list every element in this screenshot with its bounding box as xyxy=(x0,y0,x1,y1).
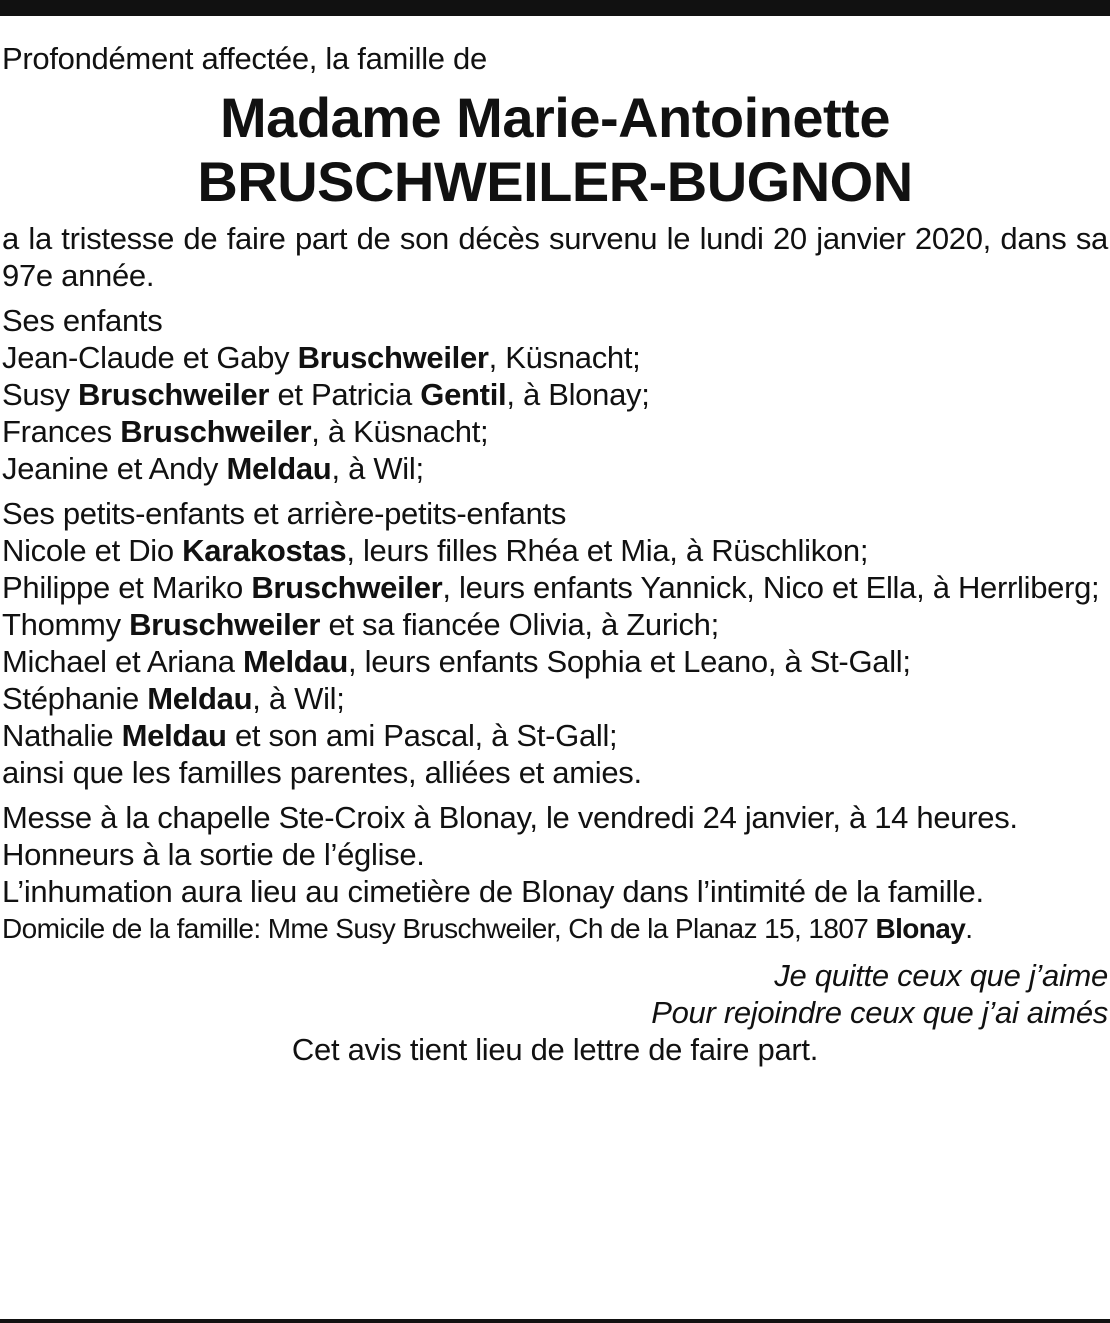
children-heading: Ses enfants xyxy=(2,303,163,338)
deceased-name xyxy=(2,86,1108,214)
children-section xyxy=(2,302,1108,487)
grandchildren-heading: Ses petits-enfants et arrière-petits-enfants xyxy=(2,496,567,531)
domicile-text: Domicile de la famille: Mme Susy Bruschweiler, Ch de la Planaz 15, 1807 Blonay. xyxy=(2,913,973,944)
deceased-name-line2: BRUSCHWEILER-BUGNON xyxy=(197,150,913,213)
burial-text: L’inhumation aura lieu au cimetière de Blonay dans l’intimité de la famille. xyxy=(2,874,984,909)
child-line: Susy Bruschweiler et Patricia Gentil, à Blonay; xyxy=(2,377,650,412)
top-rule xyxy=(0,0,1110,16)
quote xyxy=(2,957,1108,1031)
child-line: Jeanine et Andy Meldau, à Wil; xyxy=(2,451,424,486)
deceased-name-line1: Madame Marie-Antoinette xyxy=(220,86,890,149)
closing-text: Cet avis tient lieu de lettre de faire part. xyxy=(291,1032,819,1067)
bottom-rule xyxy=(0,1319,1110,1323)
honours-text: Honneurs à la sortie de l’église. xyxy=(2,837,425,872)
grandchild-line: Stéphanie Meldau, à Wil; xyxy=(2,681,345,716)
mass-text: Messe à la chapelle Ste-Croix à Blonay, le vendredi 24 janvier, à 14 heures. xyxy=(2,800,1018,835)
service-section xyxy=(2,799,1108,910)
grandchildren-section xyxy=(2,495,1108,791)
families-line: ainsi que les familles parentes, alliées et amies. xyxy=(2,755,642,790)
grandchild-line: Philippe et Mariko Bruschweiler, leurs enfants Yannick, Nico et Ella, à Herrliberg; xyxy=(2,570,1100,605)
intro-text: Profondément affectée, la famille de xyxy=(2,41,487,76)
quote-line2: Pour rejoindre ceux que j’ai aimés xyxy=(651,995,1108,1030)
quote-line1: Je quitte ceux que j’aime xyxy=(774,958,1108,993)
grandchild-line: Thommy Bruschweiler et sa fiancée Olivia, à Zurich; xyxy=(2,607,719,642)
obituary-notice xyxy=(2,40,1108,1068)
grandchild-line: Nicole et Dio Karakostas, leurs filles Rhéa et Mia, à Rüschlikon; xyxy=(2,533,869,568)
announcement-text: a la tristesse de faire part de son décès survenu le lundi 20 janvier 2020, dans sa 97e année. xyxy=(2,221,1108,293)
grandchild-line: Michael et Ariana Meldau, leurs enfants Sophia et Leano, à St-Gall; xyxy=(2,644,911,679)
child-line: Jean-Claude et Gaby Bruschweiler, Küsnacht; xyxy=(2,340,641,375)
child-line: Frances Bruschweiler, à Küsnacht; xyxy=(2,414,489,449)
grandchild-line: Nathalie Meldau et son ami Pascal, à St-Gall; xyxy=(2,718,618,753)
